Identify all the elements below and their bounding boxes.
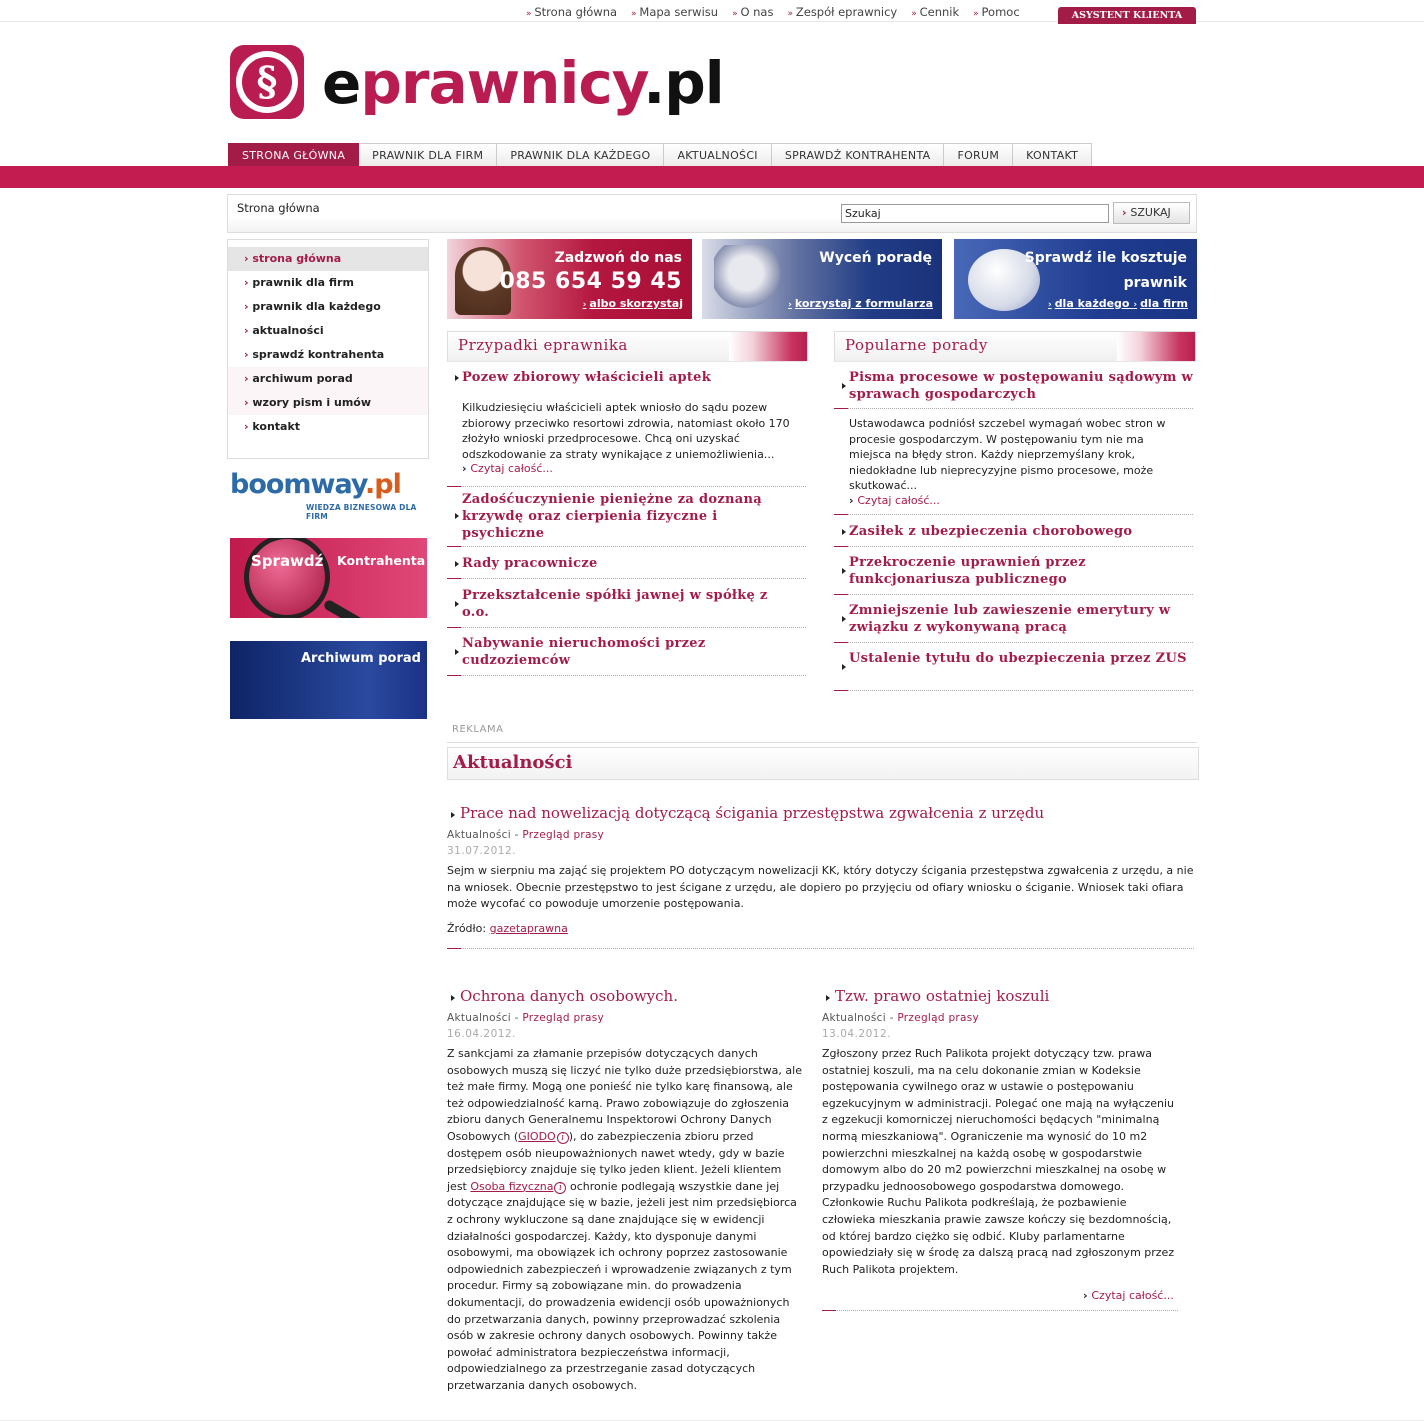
giodo-link[interactable]: GIODO — [518, 1129, 556, 1143]
magnifier-handle — [323, 599, 380, 618]
divider — [447, 486, 806, 487]
divider — [834, 642, 1193, 643]
arrow-icon — [455, 561, 459, 567]
cost-banner-title: Sprawdź ile kosztuje prawnik — [1024, 250, 1187, 291]
news-date: 13.04.2012. — [822, 1028, 891, 1040]
cost-link-business[interactable]: dla firm — [1140, 297, 1188, 310]
news-meta: Aktualności - Przegląd prasy — [447, 1012, 605, 1024]
news-category[interactable]: Aktualności — [822, 1012, 886, 1024]
source-label: Źródło: — [447, 922, 487, 935]
news-title[interactable]: Ochrona danych osobowych. — [460, 987, 678, 1005]
divider — [447, 546, 806, 547]
divider — [834, 594, 1193, 595]
call-us-banner[interactable] — [447, 239, 692, 319]
popular-title[interactable]: Zmniejszenie lub zawieszenie emerytury w związku z wykonywaną pracą — [849, 603, 1171, 635]
logo-name: prawnicy — [360, 49, 644, 117]
logo-tld: .pl — [643, 49, 724, 117]
quote-banner-link-text: korzystaj z formularza — [794, 297, 933, 310]
ad-label: REKLAMA — [452, 724, 504, 735]
arrow-icon — [455, 513, 459, 519]
check-banner-word1: Sprawdź — [251, 552, 324, 570]
news-category[interactable]: Aktualności — [447, 1012, 511, 1024]
page-bottom — [0, 1420, 1424, 1424]
arrow-icon — [842, 616, 846, 622]
arrow-icon — [455, 375, 459, 381]
news-subcategory[interactable]: Przegląd prasy — [897, 1012, 980, 1024]
case-title[interactable]: Przekształcenie spółki jawnej w spółkę z o.o. — [462, 588, 768, 620]
arrow-icon — [842, 664, 846, 670]
arrow-icon — [842, 529, 846, 535]
breadcrumb-bar — [227, 194, 1197, 233]
check-contractor-banner[interactable] — [230, 538, 427, 618]
divider — [834, 546, 1193, 547]
quote-banner-link[interactable]: › korzystaj z formularza — [788, 297, 933, 310]
call-banner-phone: 085 654 59 45 — [499, 269, 682, 294]
search-button[interactable]: › SZUKAJ — [1113, 202, 1190, 224]
top-links-bar — [0, 0, 1424, 22]
news-meta: Aktualności - Przegląd prasy — [822, 1012, 980, 1024]
cost-link-everyone[interactable]: dla każdego — [1054, 297, 1130, 310]
case-title[interactable]: Nabywanie nieruchomości przez cudzoziemców — [462, 636, 706, 668]
call-banner-link[interactable]: › albo skorzystaj — [582, 297, 683, 310]
source-link[interactable]: gazetaprawna — [489, 922, 568, 935]
divider — [834, 408, 1193, 409]
check-banner-word2: Kontrahenta — [337, 553, 426, 568]
popular-header — [834, 331, 1196, 362]
arrow-icon — [826, 995, 830, 1001]
case-title[interactable]: Zadośćuczynienie pieniężne za doznaną krzywdę oraz cierpienia fizyczne i psychiczne — [462, 492, 762, 541]
boomway-tagline: WIEDZA BIZNESOWA DLA FIRM — [306, 503, 417, 521]
boomway-name: boomway — [230, 469, 366, 500]
nav-lawyer-business[interactable]: PRAWNIK DLA FIRM — [359, 143, 497, 166]
divider — [834, 514, 1193, 515]
sidebar-item-news[interactable]: › aktualności — [228, 319, 428, 343]
news-subcategory[interactable]: Przegląd prasy — [522, 829, 605, 841]
search-input[interactable] — [841, 204, 1109, 223]
boomway-tld: .pl — [365, 469, 401, 500]
call-banner-link-text: albo skorzystaj — [589, 297, 683, 310]
nav-news[interactable]: AKTUALNOŚCI — [664, 143, 771, 166]
arrow-icon — [455, 601, 459, 607]
toplink-help[interactable]: » Pomoc — [973, 5, 1020, 19]
magnifier-icon — [244, 538, 330, 618]
boomway-banner[interactable] — [230, 467, 425, 521]
call-banner-title: Zadzwoń do nas — [554, 250, 682, 266]
toplink-sitemap[interactable]: » Mapa serwisu — [631, 5, 718, 19]
cases-header-decoration — [729, 332, 807, 362]
popular-title[interactable]: Ustalenie tytułu do ubezpieczenia przez ZUS — [849, 651, 1187, 666]
nav-home[interactable]: STRONA GŁÓWNA — [228, 143, 359, 166]
divider — [447, 948, 1194, 949]
info-icon[interactable]: i — [554, 1182, 566, 1194]
arrow-icon — [455, 649, 459, 655]
popular-heading: Popularne porady — [845, 336, 988, 354]
news-header — [447, 747, 1199, 780]
news-body-part: ochronie podlegają wszystkie dane jej dotyczące znajdujące się w bazie, jeżeli jest nim przedsiębiorca z ochrony wykluczone są dane znajdujące się w ewidencji działalności gospodarczej. Każdy, kto dysponuje danymi osobowymi, ma obowiązek ich ochrony poprzez zastosowanie odpowiednich zabezpieczeń i wprowadzenie związanych z tym procedur. Firmy są zobowiązane min. do prowadzenia dokumentacji, do prowadzenia ewidencji osób upoważnionych do przetwarzania danych, powinny przeprowadzać szkolenia osób w zakresie ochrony danych osobowych. Powinny także powołać administratora bezpieczeństwa informacji, odpowiedzialnego za przestrzeganie zasad dotyczących przetwarzania danych osobowych. — [447, 1179, 797, 1392]
nav-check-contractor[interactable]: SPRAWDŹ KONTRAHENTA — [772, 143, 945, 166]
quote-banner[interactable] — [702, 239, 942, 319]
arrow-icon — [451, 812, 455, 818]
case-excerpt: Kilkudziesięciu właścicieli aptek wniosło do sądu pozew zbiorowy przeciwko resortowi zdrowia, natomiast około 170 złożyło wnioski przedprocesowe. Chcą oni uzyskać odszkodowanie za straty wynikające z uniemożliwienia... — [462, 401, 790, 461]
sidebar-item-contact[interactable]: › kontakt — [228, 415, 428, 439]
nav-contact[interactable]: KONTAKT — [1013, 143, 1092, 166]
toplink-pricing[interactable]: » Cennik — [911, 5, 959, 19]
popular-title[interactable]: Pisma procesowe w postępowaniu sądowym w sprawach gospodarczych — [849, 370, 1194, 402]
divider — [447, 627, 806, 628]
logo-icon[interactable] — [230, 45, 304, 119]
ad-divider — [447, 742, 1197, 743]
arrow-icon — [842, 383, 846, 389]
news-body: Zgłoszony przez Ruch Palikota projekt dotyczący tzw. prawa ostatniej koszuli, ma na celu dokonanie zmian w Kodeksie postępowania cywilnego oraz w ustawie o postępowaniu egzekucyjnym w administracji. Polegać one mają na wyłączeniu z egzekucji komorniczej nieruchomości będących "minimalną normą mieszkaniową". Ograniczenie ma wynosić do 10 m2 powierzchni mieszkalnej na każdą osobę w gospodarstwie domowym albo do 20 m2 powierzchni mieszkalnej na osobę w przypadku jednoosobowego gospodarstwa domowego. Członkowie Ruchu Palikota podkreślają, że pozbawienie człowieka mieszkania prawie zawsze kończy się bezdomnością, od której bardzo ciężko się odbić. Kluby parlamentarne opowiedziały się w środę za dalszą pracą nad zgłoszonym przez Ruch Palikota projektem. — [822, 1047, 1175, 1276]
quote-banner-title: Wyceń poradę — [819, 250, 932, 266]
news-body — [447, 1046, 803, 1394]
news-meta: Aktualności - Przegląd prasy — [447, 829, 605, 841]
info-icon[interactable]: i — [557, 1132, 569, 1144]
main-nav — [228, 143, 1092, 166]
news-category[interactable]: Aktualności — [447, 829, 511, 841]
toplink-team[interactable]: » Zespół eprawnicy — [787, 5, 897, 19]
logo-prefix: e — [322, 49, 361, 117]
archive-banner-label: Archiwum porad — [301, 651, 421, 666]
popular-read-more[interactable]: › Czytaj całość... — [849, 494, 940, 507]
popular-title[interactable]: Przekroczenie uprawnień przez funkcjonariusza publicznego — [849, 555, 1086, 587]
paragraph-sign-icon: § — [242, 57, 292, 107]
news-body-part: Z sankcjami za złamanie przepisów dotyczących danych osobowych muszą się liczyć nie tylko duże przedsiębiorstwa, ale też małe firmy. Mogą one ponieść nie tylko karę finansową, ale też odpowiedzialność karną. Prawo zobowiązuje do zgłoszenia zbioru danych Generalnemu Inspektorowi Ochrony Danych Osobowych ( — [447, 1047, 802, 1143]
divider — [834, 690, 1193, 691]
natural-person-link[interactable]: Osoba fizyczna — [470, 1179, 554, 1193]
cases-heading: Przypadki eprawnika — [458, 336, 628, 354]
divider — [447, 675, 806, 676]
popular-title[interactable]: Zasiłek z ubezpieczenia chorobowego — [849, 524, 1133, 539]
cost-banner-links: › dla każdego › dla firm — [1047, 297, 1188, 310]
arrow-icon — [842, 568, 846, 574]
sidebar-item-lawyer-business[interactable]: › prawnik dla firm — [228, 271, 428, 295]
nav-lawyer-everyone[interactable]: PRAWNIK DLA KAŻDEGO — [497, 143, 664, 166]
archive-banner[interactable] — [230, 641, 427, 719]
nav-forum[interactable]: FORUM — [944, 143, 1013, 166]
news-body: Sejm w sierpniu ma zająć się projektem PO dotyczącym nowelizacji KK, który dotyczy ścigania przestępstwa zgwałcenia z urzędu, a nie na wniosek. Obecnie przestępstwo to jest ścigane z urzędu, ale dopiero po przyjęciu od ofiary wniosku o ściganie. Wniosek taki ofiara może wycofać co powoduje umorzenie postępowania. — [447, 864, 1194, 911]
toplink-about[interactable]: » O nas — [732, 5, 773, 19]
case-title[interactable]: Pozew zbiorowy właścicieli aptek — [462, 370, 712, 385]
cases-header — [447, 331, 808, 362]
sidebar-item-lawyer-everyone[interactable]: › prawnik dla każdego — [228, 295, 428, 319]
sidebar-item-templates[interactable]: › wzory pism i umów — [228, 391, 428, 415]
lawyer-cost-banner[interactable] — [954, 239, 1197, 319]
sidebar-menu — [227, 239, 429, 459]
news-title[interactable]: Prace nad nowelizacją dotyczącą ścigania przestępstwa zgwałcenia z urzędu — [460, 804, 1045, 822]
case-read-more[interactable]: › Czytaj całość... — [462, 462, 553, 475]
sidebar-item-archive[interactable]: › archiwum porad — [228, 367, 428, 391]
popular-header-decoration — [1117, 332, 1195, 362]
divider — [447, 578, 806, 579]
businessmen-image — [714, 245, 784, 315]
sidebar-item-check-contractor[interactable]: › sprawdź kontrahenta — [228, 343, 428, 367]
client-assistant-button[interactable]: ASYSTENT KLIENTA — [1058, 7, 1196, 24]
news-body-part: ), do zabezpieczenia zbioru przed dostępem osób nieupoważnionych nawet wtedy, gdy w bazie przedsiębiorcy znajduje się tylko jeden klient. Jeżeli klientem jest — [447, 1129, 785, 1193]
news-title[interactable]: Tzw. prawo ostatniej koszuli — [835, 987, 1050, 1005]
logo-text[interactable] — [322, 46, 724, 120]
case-title[interactable]: Rady pracownicze — [462, 556, 598, 571]
arrow-icon — [451, 995, 455, 1001]
news-read-more[interactable]: › Czytaj całość... — [1083, 1289, 1174, 1302]
news-date: 16.04.2012. — [447, 1028, 516, 1040]
news-date: 31.07.2012. — [447, 845, 516, 857]
divider — [822, 1310, 1178, 1311]
news-subcategory[interactable]: Przegląd prasy — [522, 1012, 605, 1024]
toplink-home[interactable]: » Strona główna — [526, 5, 617, 19]
news-heading: Aktualności — [453, 752, 573, 773]
news-source — [447, 921, 568, 938]
popular-excerpt: Ustawodawca podniósł szczebel wymagań wobec stron w procesie gospodarczym. W postępowaniu tym nie ma miejsca na błędy stron. Każdy nieprzemyślany krok, niedokładne lub nieprecyzyjne pismo procesowe, może skutkować... — [849, 417, 1166, 492]
accent-bar — [0, 166, 1424, 188]
sidebar-item-home[interactable]: › strona główna — [228, 247, 428, 271]
breadcrumb[interactable]: Strona główna — [237, 201, 320, 215]
